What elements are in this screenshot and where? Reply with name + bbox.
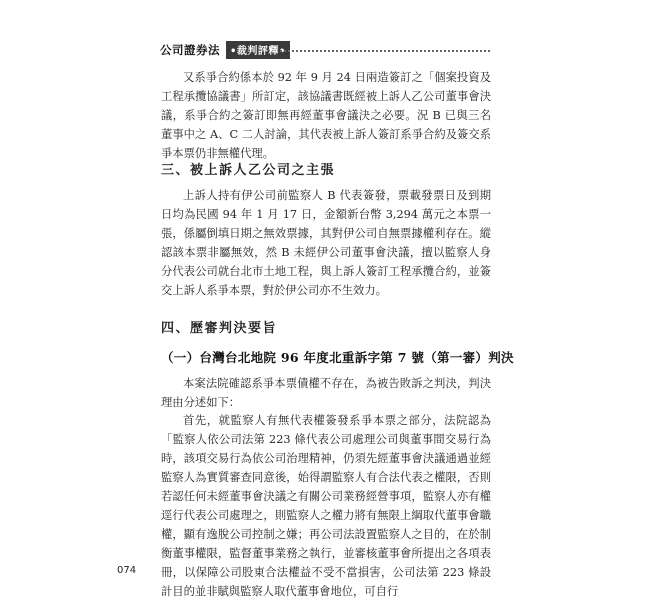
section-heading-appellee-claims: 三、被上訴人乙公司之主張 — [161, 163, 336, 178]
page-number: 074 — [117, 565, 137, 576]
paragraph-court-reasoning: 首先，就監察人有無代表權簽發系爭本票之部分，法院認為「監察人依公司法第 223 條代表公司處理公司與董事間交易行為時，該項交易行為依公司治理精神，仍須先經董事會決議通過並經監察人為實質審查同意後，始得謂監察人有合法代表之權限，否則若認任何未經董事會決議之有關公司業務經營事項，監察人亦有權逕行代表公司處理之，則監察人之權力將有無限上綱取代董事會職權，顯有逸脫公司控制之嫌；再公司法設置監察人之目的，在於制衡董事權限，監督董事業務之執行，並審核董事會所提出之各項表冊，以保障公司股東合法權益不受不當損害，公司法第 223 條設計目的並非賦與監察人取代董事會地位，可自行 — [161, 414, 491, 598]
book-title: 公司證券法 — [160, 43, 220, 57]
paragraph-judgment-intro: 本案法院確認系爭本票債權不存在，為被告敗訴之判決，判決理由分述如下： — [161, 377, 491, 409]
series-label: •裁判評釋• — [226, 41, 290, 59]
section-heading-judgment-summary: 四、歷審判決要旨 — [161, 321, 278, 336]
paragraph-contract-background: 又系爭合約係本於 92 年 9 月 24 日兩造簽訂之「個案投資及工程承攬協議書」所訂定，該協議書既經被上訴人乙公司董事會決議，系爭合約之簽訂即無再經董事會議決之必要。況 B 已與三名董事中之 A、C 二人討論，其代表被上訴人簽訂系爭合約及簽交系爭本票仍非無權代理。 — [161, 71, 491, 160]
header-dotted-rule — [280, 50, 490, 52]
paragraph-appellee-claims: 上訴人持有伊公司前監察人 B 代表簽發，票載發票日及到期日均為民國 94 年 1 月 17 日，金額新台幣 3,294 萬元之本票一張，係屬倒填日期之無效票據，其對伊公司自無票據權利存在。縱認該本票非屬無效，然 B 未經伊公司董事會決議，擅以監察人身分代表公司就台北市土地工程，與上訴人簽訂工程承攬合約，並簽交上訴人系爭本票，對於伊公司亦不生效力。 — [161, 189, 491, 297]
subheading-first-instance-judgment: （一）台灣台北地院 96 年度北重訴字第 7 號（第一審）判決 — [161, 350, 514, 365]
running-header — [160, 41, 290, 59]
